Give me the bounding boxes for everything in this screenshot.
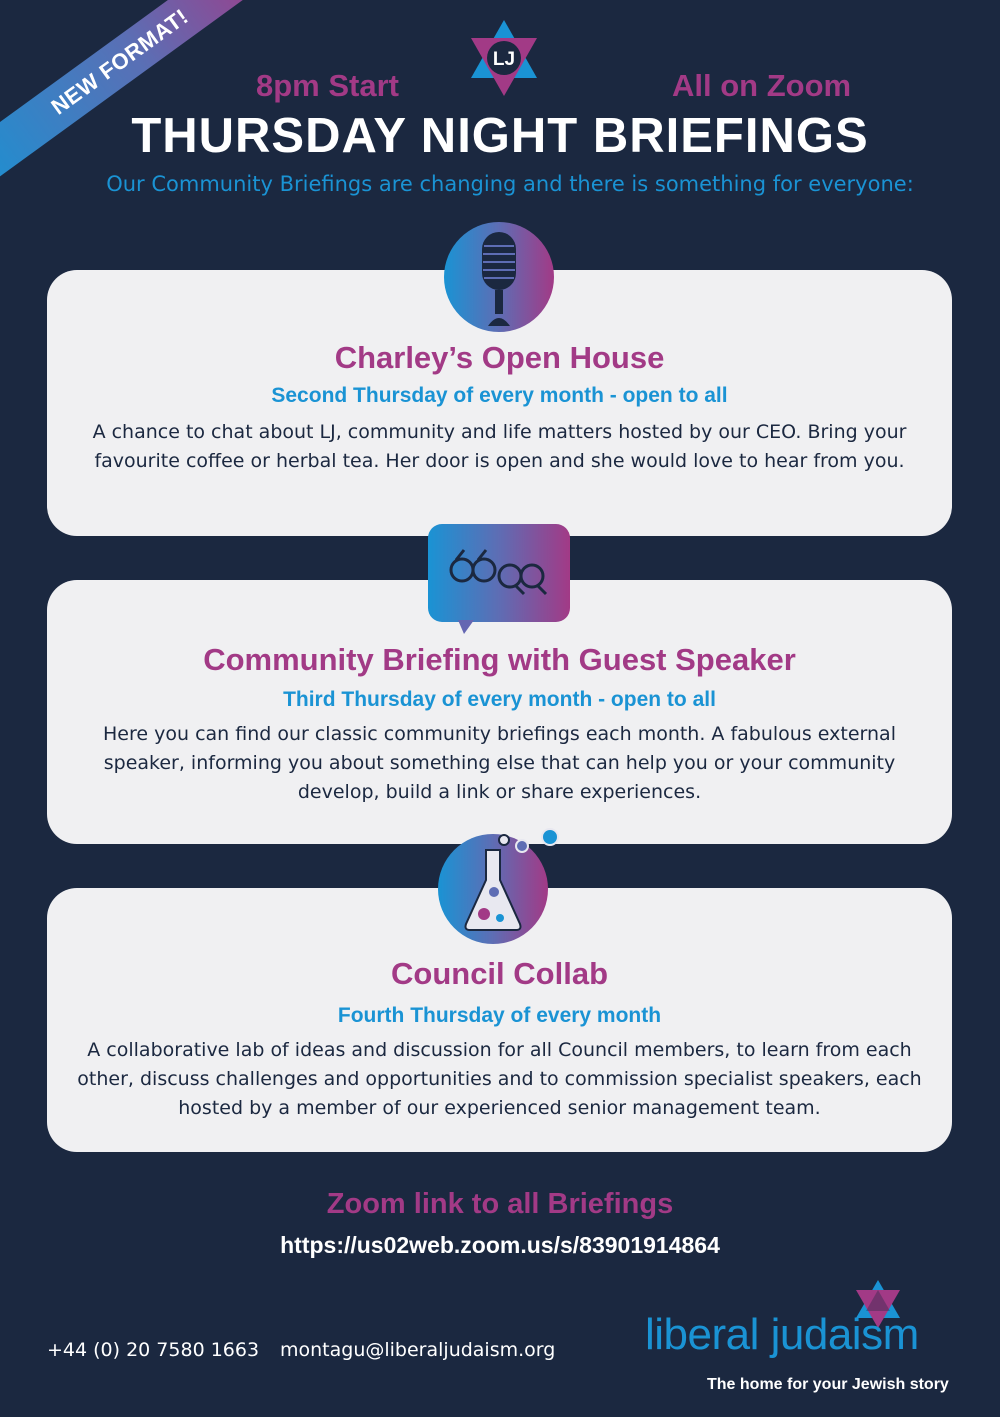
lj-logo-text: LJ: [492, 49, 516, 70]
lj-star-logo-icon: [464, 18, 544, 98]
page-title: THURSDAY NIGHT BRIEFINGS: [131, 109, 869, 163]
tagline: The home for your Jewish story: [707, 1376, 949, 1393]
new-format-banner: NEW FORMAT!: [0, 0, 279, 186]
intro-text: Our Community Briefings are changing and there is something for everyone:: [106, 172, 914, 196]
card-title: Council Collab: [391, 956, 608, 991]
card-schedule: Second Thursday of every month - open to all: [271, 384, 728, 407]
card-schedule: Fourth Thursday of every month: [337, 1004, 662, 1027]
zoom-link[interactable]: https://us02web.zoom.us/s/83901914864: [280, 1232, 720, 1258]
zoom-note: All on Zoom: [672, 68, 852, 103]
bubbles-decoration-icon: [494, 826, 564, 856]
microphone-icon-circle: [444, 222, 554, 332]
card-description: A collaborative lab of ideas and discussion for all Council members, to learn from each other, discuss challenges and opportunities and to commission specialist speakers, each hosted by a member of our experienced senior management team.: [77, 1039, 922, 1119]
zoom-link-label: Zoom link to all Briefings: [326, 1188, 674, 1220]
speech-bubble-icon: [428, 524, 570, 636]
card-title: Community Briefing with Guest Speaker: [203, 642, 796, 677]
card-schedule: Third Thursday of every month - open to all: [283, 688, 716, 711]
card-description: A chance to chat about LJ, community and life matters hosted by our CEO. Bring your favourite coffee or herbal tea. Her door is open and she would love to hear from you.: [92, 421, 907, 472]
email-address[interactable]: montagu@liberaljudaism.org: [280, 1339, 556, 1361]
phone-number[interactable]: +44 (0) 20 7580 1663: [47, 1339, 260, 1361]
card-description: Here you can find our classic community briefings each month. A fabulous external speaker, informing you about something else that can help you or your community develop, build a link or share experiences.: [103, 723, 896, 803]
speech-bubble-badge: [428, 524, 570, 622]
liberal-judaism-logo: liberal judaism: [645, 1310, 919, 1359]
start-time-note: 8pm Start: [256, 68, 399, 103]
microphone-icon: [444, 222, 554, 332]
card-title: Charley’s Open House: [334, 340, 665, 375]
